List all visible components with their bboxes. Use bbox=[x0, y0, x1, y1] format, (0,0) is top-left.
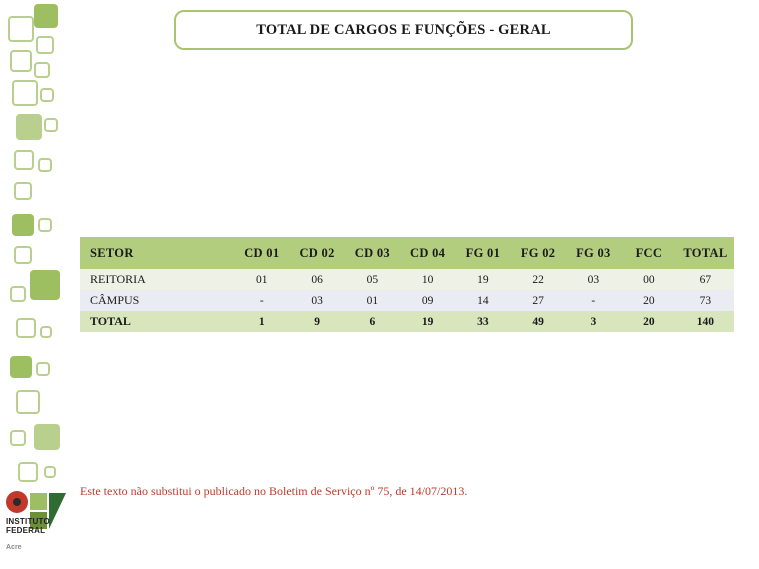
cell-value: - bbox=[566, 290, 621, 311]
cell-total-value: 19 bbox=[400, 311, 455, 332]
deco-square bbox=[14, 150, 34, 170]
deco-square bbox=[36, 362, 50, 376]
cell-value: 09 bbox=[400, 290, 455, 311]
page-title-box bbox=[174, 10, 633, 50]
column-header-fcc: FCC bbox=[621, 237, 677, 269]
cell-value: 20 bbox=[621, 290, 677, 311]
deco-square bbox=[12, 214, 34, 236]
logo-name-line2: FEDERAL bbox=[6, 526, 46, 535]
table-row bbox=[80, 269, 734, 290]
column-header-cd03: CD 03 bbox=[345, 237, 400, 269]
column-header-fg01: FG 01 bbox=[455, 237, 510, 269]
cargos-table bbox=[80, 237, 734, 332]
cell-setor: REITORIA bbox=[80, 269, 234, 290]
cell-total-value: 33 bbox=[455, 311, 510, 332]
cell-total-value: 9 bbox=[289, 311, 344, 332]
deco-square bbox=[38, 218, 52, 232]
table-header-row bbox=[80, 237, 734, 269]
deco-square bbox=[16, 390, 40, 414]
cell-setor: CÂMPUS bbox=[80, 290, 234, 311]
footnote-text: Este texto não substitui o publicado no Boletim de Serviço nº 75, de 14/07/2013. bbox=[80, 484, 468, 498]
deco-square bbox=[44, 466, 56, 478]
logo-name bbox=[6, 517, 50, 535]
logo-name-line1: INSTITUTO bbox=[6, 517, 50, 526]
cell-value: 01 bbox=[345, 290, 400, 311]
cell-total-value: 140 bbox=[677, 311, 734, 332]
cell-value: 05 bbox=[345, 269, 400, 290]
logo-square-icon bbox=[30, 493, 47, 510]
cargos-table-container bbox=[80, 237, 734, 332]
deco-square bbox=[40, 88, 54, 102]
cell-value: 19 bbox=[455, 269, 510, 290]
cell-value: - bbox=[234, 290, 289, 311]
table-row bbox=[80, 290, 734, 311]
column-header-setor: SETOR bbox=[80, 237, 234, 269]
logo-dot-icon bbox=[6, 491, 28, 513]
logo-unit: Acre bbox=[6, 544, 22, 551]
cell-total-value: 3 bbox=[566, 311, 621, 332]
cell-value: 10 bbox=[400, 269, 455, 290]
table-total-row bbox=[80, 311, 734, 332]
cell-total-value: 1 bbox=[234, 311, 289, 332]
deco-square bbox=[40, 326, 52, 338]
deco-square bbox=[34, 4, 58, 28]
deco-square bbox=[14, 246, 32, 264]
column-header-cd01: CD 01 bbox=[234, 237, 289, 269]
deco-square bbox=[30, 270, 60, 300]
cell-total-value: 20 bbox=[621, 311, 677, 332]
cell-value: 03 bbox=[289, 290, 344, 311]
logo-triangle-icon bbox=[49, 493, 66, 529]
deco-square bbox=[18, 462, 38, 482]
deco-square bbox=[16, 318, 36, 338]
deco-square bbox=[12, 80, 38, 106]
cell-value: 67 bbox=[677, 269, 734, 290]
column-header-cd04: CD 04 bbox=[400, 237, 455, 269]
deco-square bbox=[34, 62, 50, 78]
deco-square bbox=[10, 286, 26, 302]
column-header-cd02: CD 02 bbox=[289, 237, 344, 269]
cell-value: 00 bbox=[621, 269, 677, 290]
column-header-fg02: FG 02 bbox=[511, 237, 566, 269]
cell-value: 14 bbox=[455, 290, 510, 311]
deco-square bbox=[8, 16, 34, 42]
cell-value: 73 bbox=[677, 290, 734, 311]
cell-total-label: TOTAL bbox=[80, 311, 234, 332]
deco-square bbox=[10, 430, 26, 446]
column-header-fg03: FG 03 bbox=[566, 237, 621, 269]
cell-value: 27 bbox=[511, 290, 566, 311]
cell-value: 22 bbox=[511, 269, 566, 290]
deco-square bbox=[38, 158, 52, 172]
deco-square bbox=[16, 114, 42, 140]
deco-square bbox=[10, 356, 32, 378]
cell-value: 01 bbox=[234, 269, 289, 290]
deco-square bbox=[44, 118, 58, 132]
deco-square bbox=[36, 36, 54, 54]
column-header-total: TOTAL bbox=[677, 237, 734, 269]
cell-value: 06 bbox=[289, 269, 344, 290]
deco-square bbox=[14, 182, 32, 200]
page-title: TOTAL DE CARGOS E FUNÇÕES - GERAL bbox=[256, 21, 551, 38]
deco-square bbox=[10, 50, 32, 72]
decorative-square-column bbox=[0, 0, 72, 569]
table-header bbox=[80, 237, 734, 269]
cell-value: 03 bbox=[566, 269, 621, 290]
cell-total-value: 6 bbox=[345, 311, 400, 332]
institutional-logo bbox=[4, 491, 72, 563]
cell-total-value: 49 bbox=[511, 311, 566, 332]
deco-square bbox=[34, 424, 60, 450]
table-body bbox=[80, 269, 734, 332]
